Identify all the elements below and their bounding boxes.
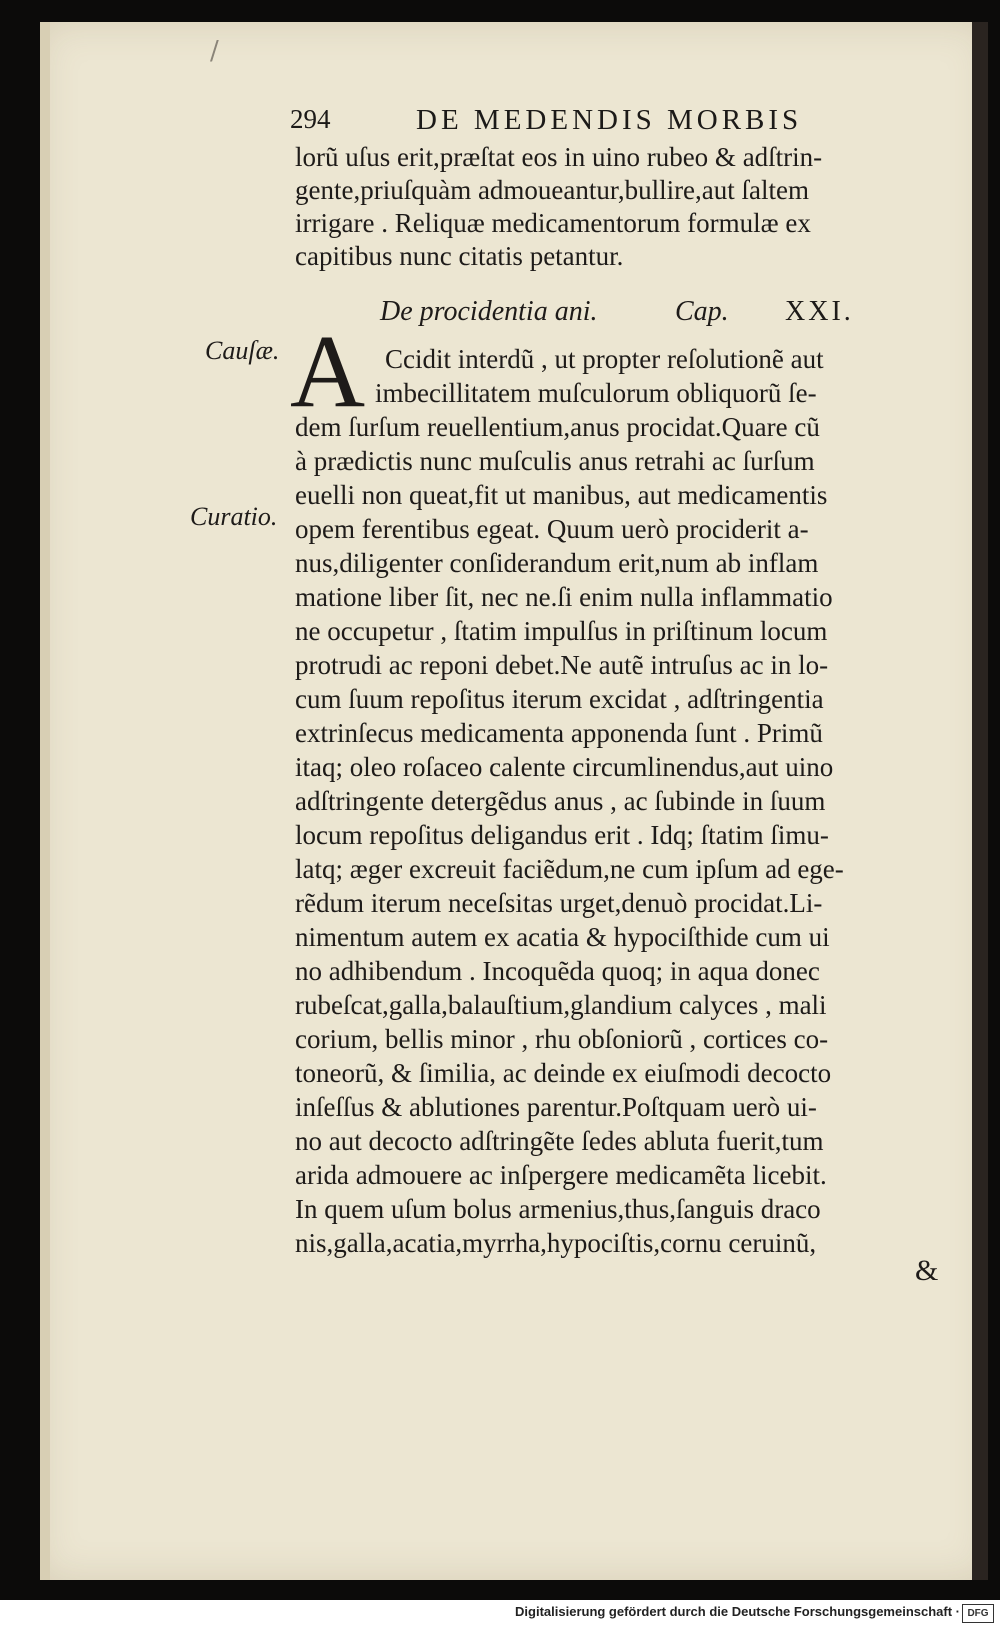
- text-line: toneorũ, & ſimilia, ac deinde ex eiuſmodi decocto: [295, 1058, 832, 1088]
- pencil-mark: /: [210, 36, 219, 66]
- running-head: [290, 104, 850, 140]
- text-line: lorũ uſus erit,præſtat eos in uino rubeo & adſtrin-: [295, 142, 823, 172]
- text-line: Ccidit interdũ , ut propter reſolutionẽ aut: [385, 344, 824, 374]
- folio-number: 294: [290, 104, 331, 134]
- text-line: dem ſurſum reuellentium,anus procidat.Quare cũ: [295, 412, 820, 442]
- text-line: nus,diligenter conſiderandum erit,num ab inflam: [295, 548, 819, 578]
- text-line: In quem uſum bolus armenius,thus,ſanguis draco: [295, 1194, 821, 1224]
- running-title: DE MEDENDIS MORBIS: [416, 104, 803, 136]
- marginal-note-curatio: Curatio.: [190, 502, 278, 531]
- dfg-logo-icon: DFG: [962, 1604, 994, 1623]
- page-binding-edge: [40, 22, 50, 1580]
- text-line: itaq; oleo roſaceo calente circumlinendus,aut uino: [295, 752, 834, 782]
- text-line: inſeſſus & ablutiones parentur.Poſtquam uerò ui-: [295, 1092, 817, 1122]
- digitization-footer: [0, 1600, 1000, 1627]
- text-line: gente,priuſquàm admoueantur,bullire,aut ſaltem: [295, 175, 810, 205]
- marginal-note-causae: Cauſæ.: [205, 336, 280, 365]
- text-line: protrudi ac reponi debet.Ne autẽ intruſus ac in lo-: [295, 650, 829, 680]
- drop-cap: A: [290, 314, 366, 429]
- text-line: latq; æger excreuit faciẽdum,ne cum ipſum ad ege-: [295, 854, 844, 884]
- chapter-heading: [380, 296, 940, 336]
- text-line: cum ſuum repoſitus iterum excidat , adſtringentia: [295, 684, 824, 714]
- text-line: matione liber ſit, nec ne.ſi enim nulla inflammatio: [295, 582, 833, 612]
- text-line: no aut decocto adſtringẽte ſedes abluta fuerit,tum: [295, 1126, 824, 1156]
- text-line: nis,galla,acatia,myrrha,hypociſtis,cornu ceruinũ,: [295, 1228, 817, 1258]
- text-line: rubeſcat,galla,balauſtium,glandium calyces , mali: [295, 990, 827, 1020]
- text-line: imbecillitatem muſculorum obliquorũ ſe-: [375, 378, 817, 408]
- page-right-edge: [972, 22, 988, 1580]
- text-line: corium, bellis minor , rhu obſoniorũ , cortices co-: [295, 1024, 829, 1054]
- chapter-title: De procidentia ani.: [380, 296, 598, 327]
- text-line: ne occupetur , ſtatim impulſus in priſtinum locum: [295, 616, 828, 646]
- chapter-cap-label: Cap.: [675, 296, 729, 327]
- footer-credit: Digitalisierung gefördert durch die Deutsche Forschungsgemeinschaft ·: [515, 1604, 960, 1619]
- text-line: euelli non queat,fit ut manibus, aut medicamentis: [295, 480, 828, 510]
- text-line: locum repoſitus deligandus erit . Idq; ſtatim ſimu-: [295, 820, 829, 850]
- text-line: extrinſecus medicamenta apponenda ſunt . Primũ: [295, 718, 823, 748]
- text-line: arida admouere ac inſpergere medicamẽta licebit.: [295, 1160, 827, 1190]
- text-line: no adhibendum . Incoquẽda quoq; in aqua donec: [295, 956, 820, 986]
- text-line: à prædictis nunc muſculis anus retrahi ac ſurſum: [295, 446, 815, 476]
- text-line: capitibus nunc citatis petantur.: [295, 241, 624, 271]
- text-line: rẽdum iterum neceſsitas urget,denuò procidat.Li-: [295, 888, 823, 918]
- catchword: &: [915, 1254, 939, 1287]
- text-line: nimentum autem ex acatia & hypociſthide cum ui: [295, 922, 830, 952]
- text-line: adſtringente detergẽdus anus , ac ſubinde in ſuum: [295, 786, 826, 816]
- text-line: opem ferentibus egeat. Quum uerò prociderit a-: [295, 514, 809, 544]
- chapter-number: XXI.: [785, 296, 854, 327]
- text-line: irrigare . Reliquæ medicamentorum formulæ ex: [295, 208, 811, 238]
